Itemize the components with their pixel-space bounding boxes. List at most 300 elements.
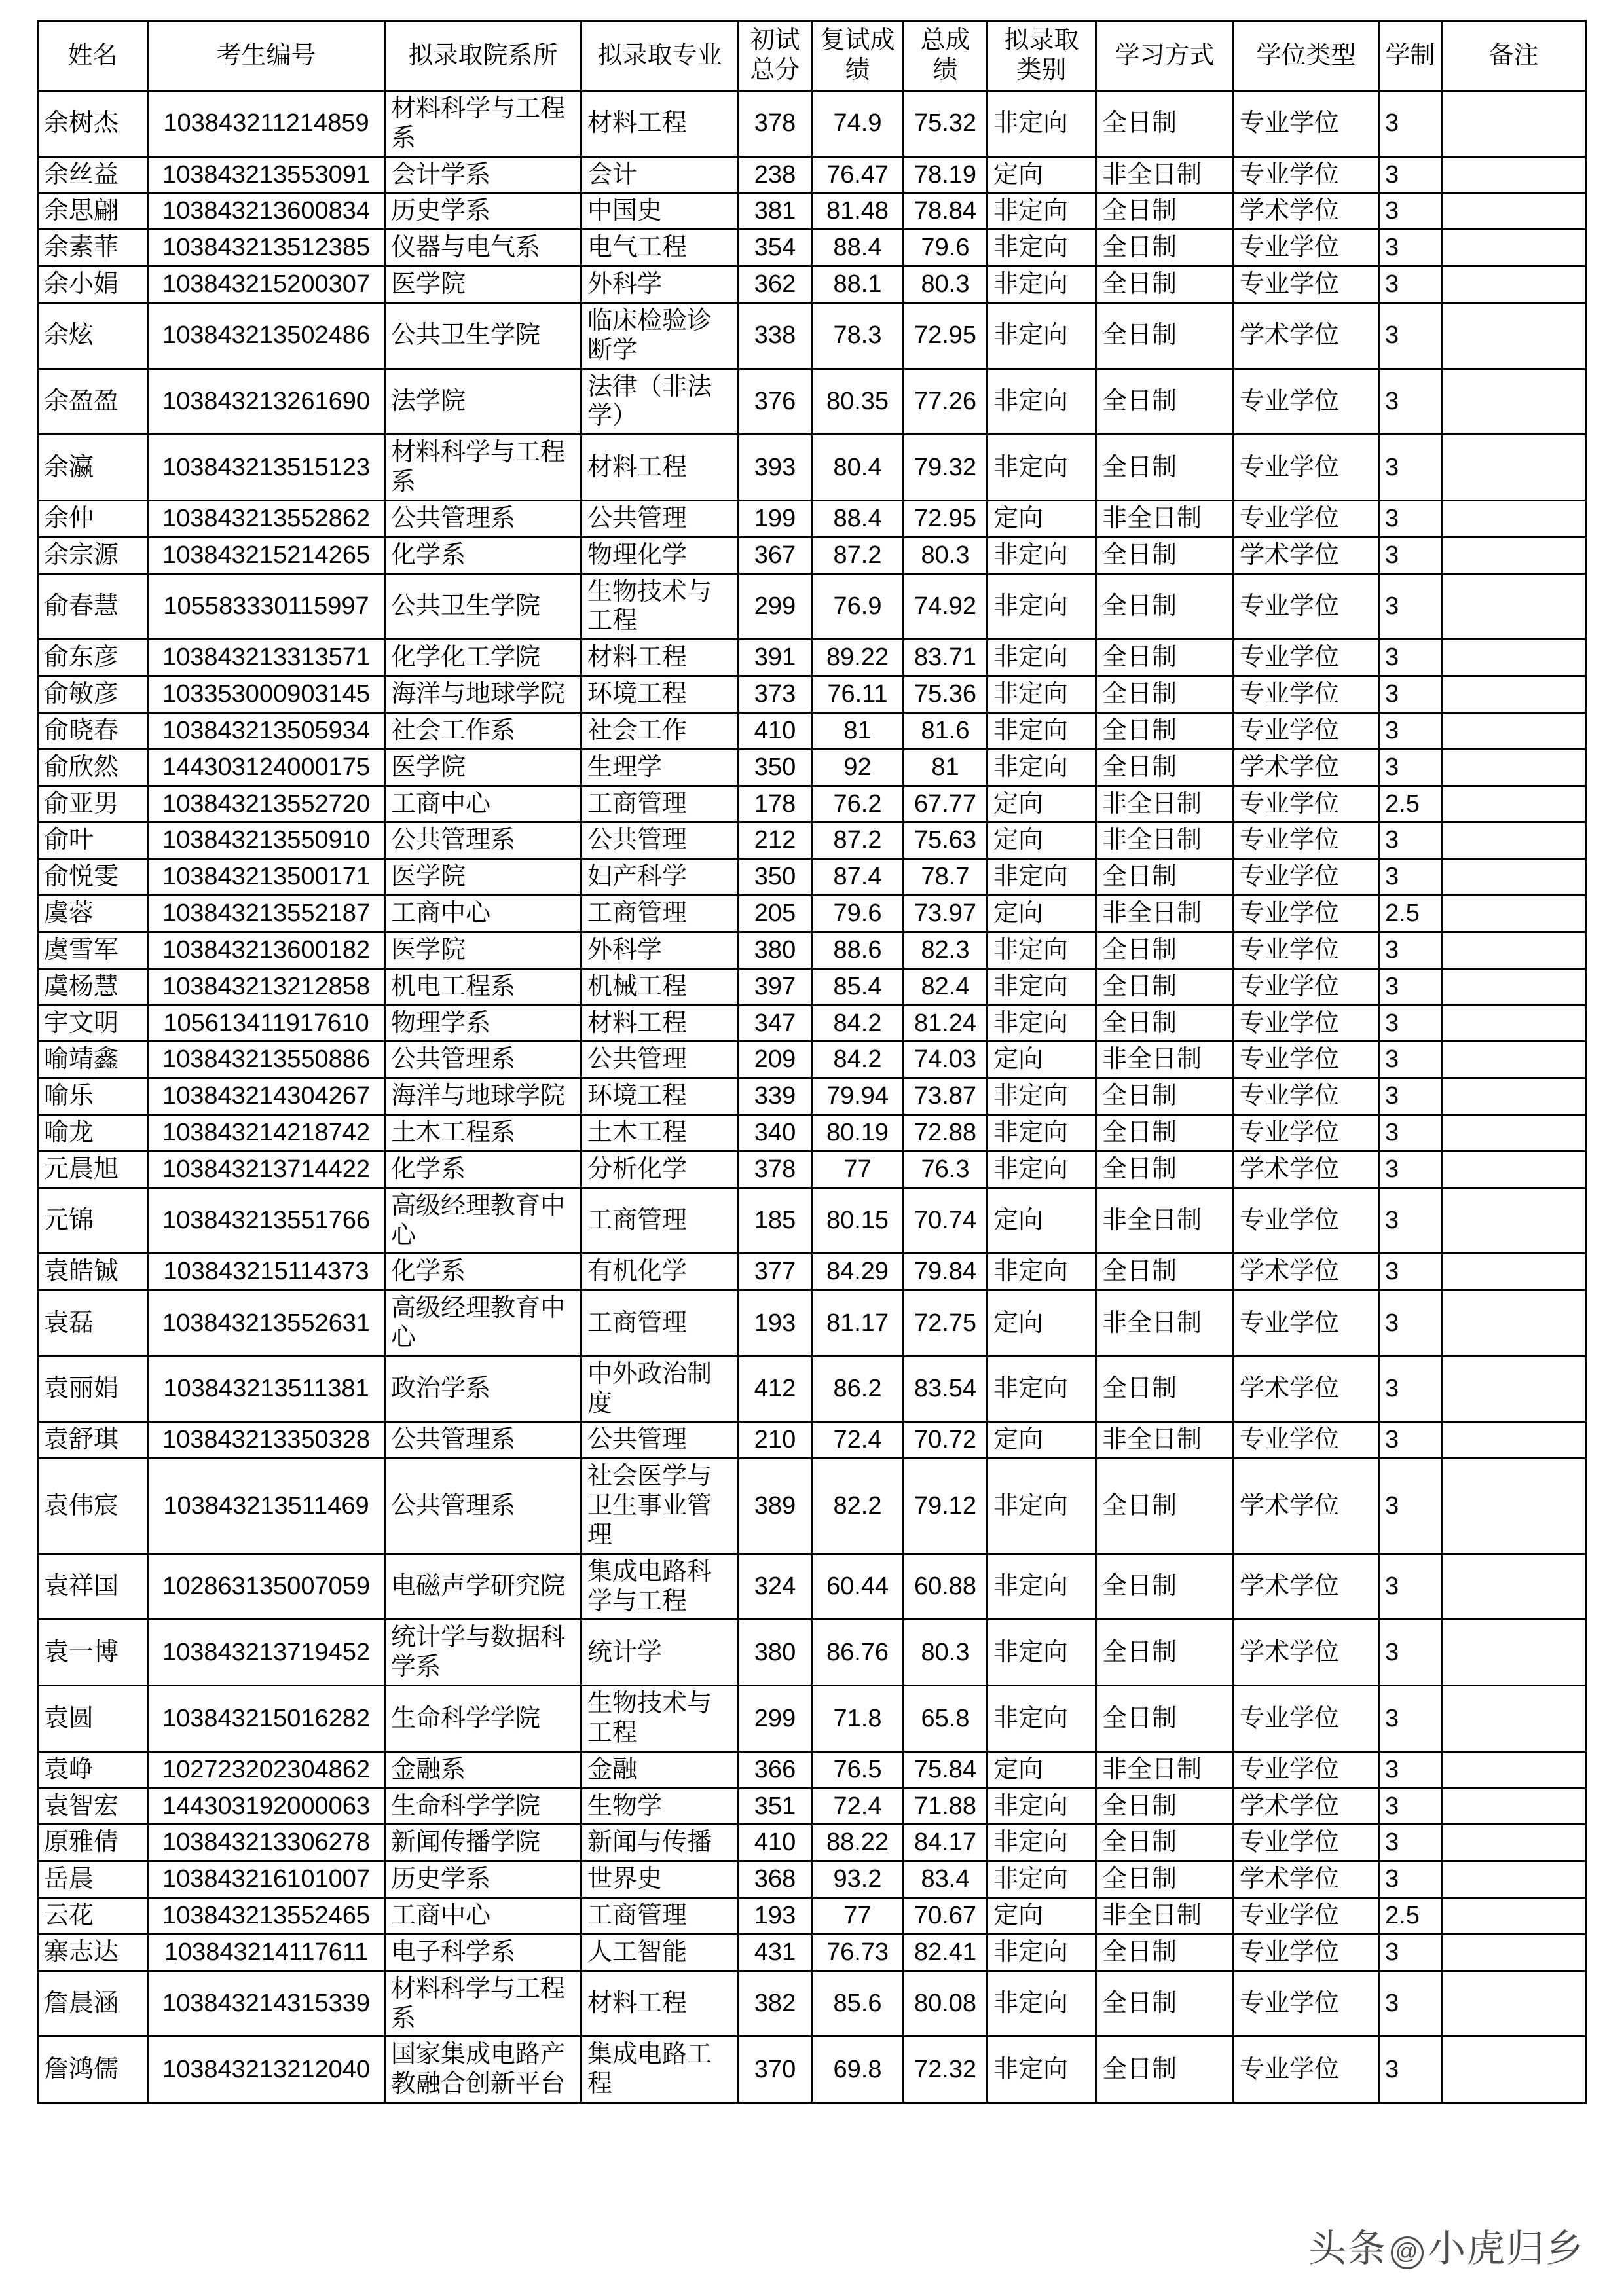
cell-score2: 79.94 xyxy=(812,1078,904,1115)
cell-score2: 80.35 xyxy=(812,369,904,435)
table-row xyxy=(38,1825,1586,1861)
column-header-degree: 学位类型 xyxy=(1234,21,1379,91)
cell-dept: 公共卫生学院 xyxy=(385,302,581,369)
cell-score3: 81.24 xyxy=(904,1005,987,1042)
cell-name: 余树杰 xyxy=(38,91,148,157)
cell-degree: 专业学位 xyxy=(1234,822,1379,859)
cell-degree: 学术学位 xyxy=(1234,1788,1379,1825)
cell-score3: 84.17 xyxy=(904,1825,987,1861)
cell-mode: 全日制 xyxy=(1096,1254,1234,1290)
cell-id: 103843213719452 xyxy=(148,1620,385,1686)
cell-remark xyxy=(1442,266,1586,303)
cell-degree: 专业学位 xyxy=(1234,1422,1379,1459)
cell-degree: 专业学位 xyxy=(1234,896,1379,932)
cell-major: 工商管理 xyxy=(581,1188,739,1254)
cell-cat: 非定向 xyxy=(987,968,1096,1005)
cell-id: 103843213212040 xyxy=(148,2037,385,2103)
cell-id: 103843213306278 xyxy=(148,1825,385,1861)
column-header-score2: 复试成绩 xyxy=(812,21,904,91)
cell-dept: 历史学系 xyxy=(385,1861,581,1898)
table-row xyxy=(38,859,1586,896)
cell-cat: 定向 xyxy=(987,1042,1096,1078)
cell-mode: 非全日制 xyxy=(1096,1751,1234,1788)
cell-dept: 材料科学与工程系 xyxy=(385,91,581,157)
cell-id: 103843211214859 xyxy=(148,91,385,157)
table-row xyxy=(38,500,1586,537)
cell-mode: 全日制 xyxy=(1096,859,1234,896)
cell-remark xyxy=(1442,1825,1586,1861)
cell-remark xyxy=(1442,2037,1586,2103)
cell-score2: 72.4 xyxy=(812,1788,904,1825)
cell-dept: 金融系 xyxy=(385,1751,581,1788)
cell-years: 3 xyxy=(1379,1078,1442,1115)
cell-mode: 全日制 xyxy=(1096,1554,1234,1620)
cell-score1: 354 xyxy=(739,230,812,266)
cell-mode: 非全日制 xyxy=(1096,1042,1234,1078)
table-row xyxy=(38,896,1586,932)
cell-id: 103843213502486 xyxy=(148,302,385,369)
cell-mode: 全日制 xyxy=(1096,369,1234,435)
cell-mode: 全日制 xyxy=(1096,435,1234,501)
cell-remark xyxy=(1442,1861,1586,1898)
table-row xyxy=(38,302,1586,369)
cell-remark xyxy=(1442,676,1586,713)
cell-major: 新闻与传播 xyxy=(581,1825,739,1861)
cell-years: 3 xyxy=(1379,1254,1442,1290)
cell-dept: 公共卫生学院 xyxy=(385,574,581,640)
cell-score1: 410 xyxy=(739,712,812,749)
cell-score2: 76.5 xyxy=(812,1751,904,1788)
cell-name: 袁皓铖 xyxy=(38,1254,148,1290)
cell-cat: 非定向 xyxy=(987,859,1096,896)
cell-score3: 77.26 xyxy=(904,369,987,435)
cell-degree: 学术学位 xyxy=(1234,749,1379,786)
cell-id: 103843213512385 xyxy=(148,230,385,266)
cell-score3: 79.6 xyxy=(904,230,987,266)
cell-score3: 72.95 xyxy=(904,500,987,537)
cell-remark xyxy=(1442,537,1586,574)
cell-dept: 生命科学学院 xyxy=(385,1788,581,1825)
cell-score2: 76.11 xyxy=(812,676,904,713)
cell-degree: 专业学位 xyxy=(1234,156,1379,193)
cell-remark xyxy=(1442,574,1586,640)
cell-id: 103843213515123 xyxy=(148,435,385,501)
cell-id: 103843215016282 xyxy=(148,1686,385,1752)
cell-score1: 193 xyxy=(739,1290,812,1357)
cell-name: 俞叶 xyxy=(38,822,148,859)
cell-dept: 统计学与数据科学系 xyxy=(385,1620,581,1686)
cell-cat: 非定向 xyxy=(987,1151,1096,1188)
cell-dept: 化学系 xyxy=(385,1254,581,1290)
cell-score1: 238 xyxy=(739,156,812,193)
cell-id: 144303124000175 xyxy=(148,749,385,786)
cell-score2: 88.4 xyxy=(812,230,904,266)
cell-major: 公共管理 xyxy=(581,1422,739,1459)
cell-remark xyxy=(1442,1005,1586,1042)
cell-name: 俞东彦 xyxy=(38,640,148,676)
cell-dept: 公共管理系 xyxy=(385,1042,581,1078)
cell-name: 俞春慧 xyxy=(38,574,148,640)
cell-degree: 专业学位 xyxy=(1234,500,1379,537)
cell-mode: 非全日制 xyxy=(1096,1422,1234,1459)
cell-remark xyxy=(1442,1898,1586,1935)
cell-degree: 学术学位 xyxy=(1234,302,1379,369)
cell-score3: 72.32 xyxy=(904,2037,987,2103)
cell-score2: 93.2 xyxy=(812,1861,904,1898)
cell-id: 103843213552465 xyxy=(148,1898,385,1935)
cell-dept: 生命科学学院 xyxy=(385,1686,581,1752)
cell-name: 元晨旭 xyxy=(38,1151,148,1188)
cell-score3: 79.12 xyxy=(904,1459,987,1554)
cell-dept: 海洋与地球学院 xyxy=(385,1078,581,1115)
cell-years: 3 xyxy=(1379,156,1442,193)
cell-score2: 69.8 xyxy=(812,2037,904,2103)
cell-years: 3 xyxy=(1379,749,1442,786)
cell-remark xyxy=(1442,1078,1586,1115)
cell-score3: 79.84 xyxy=(904,1254,987,1290)
cell-cat: 非定向 xyxy=(987,1254,1096,1290)
cell-score2: 84.2 xyxy=(812,1005,904,1042)
table-row xyxy=(38,574,1586,640)
cell-score3: 82.41 xyxy=(904,1934,987,1971)
cell-score2: 77 xyxy=(812,1151,904,1188)
cell-mode: 全日制 xyxy=(1096,1620,1234,1686)
cell-score3: 83.4 xyxy=(904,1861,987,1898)
cell-score3: 72.75 xyxy=(904,1290,987,1357)
cell-score1: 205 xyxy=(739,896,812,932)
cell-score1: 378 xyxy=(739,1151,812,1188)
cell-years: 3 xyxy=(1379,640,1442,676)
cell-score2: 79.6 xyxy=(812,896,904,932)
cell-major: 材料工程 xyxy=(581,1005,739,1042)
cell-major: 机械工程 xyxy=(581,968,739,1005)
cell-score2: 87.2 xyxy=(812,822,904,859)
cell-score2: 81.17 xyxy=(812,1290,904,1357)
cell-cat: 定向 xyxy=(987,1290,1096,1357)
cell-mode: 非全日制 xyxy=(1096,1898,1234,1935)
cell-years: 3 xyxy=(1379,1620,1442,1686)
cell-name: 俞悦雯 xyxy=(38,859,148,896)
table-row xyxy=(38,1861,1586,1898)
cell-id: 103843213553091 xyxy=(148,156,385,193)
cell-degree: 专业学位 xyxy=(1234,712,1379,749)
cell-id: 103843213212858 xyxy=(148,968,385,1005)
cell-score2: 87.2 xyxy=(812,537,904,574)
watermark-prefix: 头条 xyxy=(1308,2227,1387,2270)
cell-score1: 376 xyxy=(739,369,812,435)
cell-remark xyxy=(1442,1115,1586,1152)
table-row xyxy=(38,1788,1586,1825)
cell-score1: 339 xyxy=(739,1078,812,1115)
cell-dept: 高级经理教育中心 xyxy=(385,1188,581,1254)
cell-years: 2.5 xyxy=(1379,896,1442,932)
cell-name: 袁智宏 xyxy=(38,1788,148,1825)
cell-years: 3 xyxy=(1379,91,1442,157)
table-row xyxy=(38,1290,1586,1357)
cell-remark xyxy=(1442,302,1586,369)
cell-cat: 非定向 xyxy=(987,676,1096,713)
cell-degree: 学术学位 xyxy=(1234,1356,1379,1422)
cell-score2: 89.22 xyxy=(812,640,904,676)
cell-score2: 76.73 xyxy=(812,1934,904,1971)
cell-score3: 80.3 xyxy=(904,1620,987,1686)
cell-cat: 非定向 xyxy=(987,749,1096,786)
cell-mode: 全日制 xyxy=(1096,1686,1234,1752)
cell-cat: 非定向 xyxy=(987,1459,1096,1554)
cell-id: 103843213500171 xyxy=(148,859,385,896)
cell-mode: 全日制 xyxy=(1096,193,1234,230)
cell-score3: 76.3 xyxy=(904,1151,987,1188)
cell-id: 103843213550886 xyxy=(148,1042,385,1078)
cell-mode: 全日制 xyxy=(1096,676,1234,713)
cell-score1: 199 xyxy=(739,500,812,537)
cell-id: 103843213600834 xyxy=(148,193,385,230)
cell-name: 岳晨 xyxy=(38,1861,148,1898)
cell-mode: 全日制 xyxy=(1096,574,1234,640)
admission-list-sheet xyxy=(37,20,1585,2104)
cell-mode: 全日制 xyxy=(1096,91,1234,157)
cell-id: 103843214315339 xyxy=(148,1971,385,2037)
table-row xyxy=(38,712,1586,749)
cell-name: 詹鸿儒 xyxy=(38,2037,148,2103)
cell-degree: 学术学位 xyxy=(1234,537,1379,574)
table-row xyxy=(38,1042,1586,1078)
table-row xyxy=(38,369,1586,435)
table-row xyxy=(38,1188,1586,1254)
cell-remark xyxy=(1442,435,1586,501)
cell-id: 103843213511381 xyxy=(148,1356,385,1422)
cell-cat: 非定向 xyxy=(987,932,1096,968)
cell-remark xyxy=(1442,1686,1586,1752)
cell-score2: 86.76 xyxy=(812,1620,904,1686)
cell-cat: 非定向 xyxy=(987,369,1096,435)
cell-name: 原雅倩 xyxy=(38,1825,148,1861)
cell-remark xyxy=(1442,749,1586,786)
cell-major: 中国史 xyxy=(581,193,739,230)
cell-score1: 431 xyxy=(739,1934,812,1971)
cell-major: 金融 xyxy=(581,1751,739,1788)
cell-cat: 定向 xyxy=(987,156,1096,193)
cell-score3: 81 xyxy=(904,749,987,786)
cell-name: 袁祥国 xyxy=(38,1554,148,1620)
cell-score1: 209 xyxy=(739,1042,812,1078)
cell-mode: 全日制 xyxy=(1096,1115,1234,1152)
cell-score1: 370 xyxy=(739,2037,812,2103)
cell-mode: 全日制 xyxy=(1096,1934,1234,1971)
cell-name: 喻龙 xyxy=(38,1115,148,1152)
cell-mode: 全日制 xyxy=(1096,1078,1234,1115)
cell-remark xyxy=(1442,1620,1586,1686)
cell-remark xyxy=(1442,822,1586,859)
cell-mode: 非全日制 xyxy=(1096,500,1234,537)
column-header-score1: 初试总分 xyxy=(739,21,812,91)
cell-score1: 368 xyxy=(739,1861,812,1898)
cell-cat: 非定向 xyxy=(987,1078,1096,1115)
cell-score3: 74.03 xyxy=(904,1042,987,1078)
cell-remark xyxy=(1442,859,1586,896)
table-row xyxy=(38,640,1586,676)
cell-id: 103843214218742 xyxy=(148,1115,385,1152)
table-row xyxy=(38,193,1586,230)
cell-major: 会计 xyxy=(581,156,739,193)
cell-score2: 81.48 xyxy=(812,193,904,230)
cell-name: 余瀛 xyxy=(38,435,148,501)
cell-remark xyxy=(1442,932,1586,968)
cell-cat: 非定向 xyxy=(987,266,1096,303)
table-row xyxy=(38,1459,1586,1554)
cell-score3: 79.32 xyxy=(904,435,987,501)
cell-mode: 非全日制 xyxy=(1096,156,1234,193)
table-row xyxy=(38,1078,1586,1115)
cell-id: 103843213600182 xyxy=(148,932,385,968)
cell-dept: 化学系 xyxy=(385,1151,581,1188)
cell-cat: 非定向 xyxy=(987,537,1096,574)
cell-score2: 88.1 xyxy=(812,266,904,303)
cell-score3: 72.95 xyxy=(904,302,987,369)
column-header-score3: 总成绩 xyxy=(904,21,987,91)
cell-score3: 78.84 xyxy=(904,193,987,230)
cell-id: 103843213551766 xyxy=(148,1188,385,1254)
cell-score3: 80.3 xyxy=(904,266,987,303)
cell-score2: 82.2 xyxy=(812,1459,904,1554)
cell-id: 103843213350328 xyxy=(148,1422,385,1459)
cell-cat: 定向 xyxy=(987,1188,1096,1254)
cell-years: 3 xyxy=(1379,1459,1442,1554)
cell-name: 袁丽娟 xyxy=(38,1356,148,1422)
cell-name: 余盈盈 xyxy=(38,369,148,435)
cell-dept: 工商中心 xyxy=(385,786,581,822)
cell-score1: 367 xyxy=(739,537,812,574)
cell-cat: 非定向 xyxy=(987,640,1096,676)
cell-id: 103843213550910 xyxy=(148,822,385,859)
cell-degree: 专业学位 xyxy=(1234,1290,1379,1357)
cell-years: 3 xyxy=(1379,968,1442,1005)
cell-mode: 全日制 xyxy=(1096,1151,1234,1188)
cell-years: 3 xyxy=(1379,1356,1442,1422)
table-header xyxy=(38,21,1586,91)
cell-major: 有机化学 xyxy=(581,1254,739,1290)
cell-degree: 学术学位 xyxy=(1234,1861,1379,1898)
cell-major: 工商管理 xyxy=(581,1290,739,1357)
cell-score1: 347 xyxy=(739,1005,812,1042)
cell-mode: 全日制 xyxy=(1096,1825,1234,1861)
cell-degree: 专业学位 xyxy=(1234,1078,1379,1115)
cell-score2: 78.3 xyxy=(812,302,904,369)
cell-years: 3 xyxy=(1379,932,1442,968)
cell-name: 宇文明 xyxy=(38,1005,148,1042)
cell-score3: 75.63 xyxy=(904,822,987,859)
table-row xyxy=(38,822,1586,859)
cell-degree: 专业学位 xyxy=(1234,968,1379,1005)
cell-mode: 全日制 xyxy=(1096,302,1234,369)
cell-mode: 全日制 xyxy=(1096,1788,1234,1825)
cell-major: 环境工程 xyxy=(581,676,739,713)
cell-score3: 80.3 xyxy=(904,537,987,574)
cell-major: 生物学 xyxy=(581,1788,739,1825)
cell-major: 妇产科学 xyxy=(581,859,739,896)
watermark-at-icon: @ xyxy=(1391,2236,1424,2269)
cell-major: 法律（非法学） xyxy=(581,369,739,435)
column-header-years: 学制 xyxy=(1379,21,1442,91)
cell-remark xyxy=(1442,230,1586,266)
cell-name: 喻乐 xyxy=(38,1078,148,1115)
cell-score1: 366 xyxy=(739,1751,812,1788)
cell-major: 公共管理 xyxy=(581,1042,739,1078)
cell-cat: 非定向 xyxy=(987,193,1096,230)
cell-score1: 210 xyxy=(739,1422,812,1459)
cell-score3: 82.3 xyxy=(904,932,987,968)
cell-id: 102723202304862 xyxy=(148,1751,385,1788)
cell-remark xyxy=(1442,1934,1586,1971)
cell-mode: 全日制 xyxy=(1096,712,1234,749)
table-row xyxy=(38,749,1586,786)
column-header-dept: 拟录取院系所 xyxy=(385,21,581,91)
cell-dept: 法学院 xyxy=(385,369,581,435)
cell-score2: 85.6 xyxy=(812,1971,904,2037)
cell-score1: 381 xyxy=(739,193,812,230)
cell-id: 103843213552720 xyxy=(148,786,385,822)
column-header-mode: 学习方式 xyxy=(1096,21,1234,91)
cell-degree: 学术学位 xyxy=(1234,1620,1379,1686)
cell-score2: 88.6 xyxy=(812,932,904,968)
cell-score2: 92 xyxy=(812,749,904,786)
table-row xyxy=(38,1971,1586,2037)
cell-years: 3 xyxy=(1379,1554,1442,1620)
cell-score1: 340 xyxy=(739,1115,812,1152)
cell-name: 袁峥 xyxy=(38,1751,148,1788)
cell-score3: 73.97 xyxy=(904,896,987,932)
cell-name: 虞杨慧 xyxy=(38,968,148,1005)
cell-degree: 专业学位 xyxy=(1234,1005,1379,1042)
column-header-major: 拟录取专业 xyxy=(581,21,739,91)
cell-degree: 专业学位 xyxy=(1234,932,1379,968)
cell-name: 云花 xyxy=(38,1898,148,1935)
cell-years: 3 xyxy=(1379,193,1442,230)
cell-cat: 非定向 xyxy=(987,435,1096,501)
cell-name: 余炫 xyxy=(38,302,148,369)
cell-score2: 76.2 xyxy=(812,786,904,822)
cell-score1: 212 xyxy=(739,822,812,859)
cell-score2: 88.4 xyxy=(812,500,904,537)
cell-cat: 定向 xyxy=(987,822,1096,859)
cell-dept: 海洋与地球学院 xyxy=(385,676,581,713)
cell-mode: 非全日制 xyxy=(1096,822,1234,859)
admission-table xyxy=(37,20,1587,2104)
table-row xyxy=(38,230,1586,266)
cell-years: 3 xyxy=(1379,230,1442,266)
cell-major: 环境工程 xyxy=(581,1078,739,1115)
cell-years: 3 xyxy=(1379,1825,1442,1861)
table-row xyxy=(38,2037,1586,2103)
cell-dept: 公共管理系 xyxy=(385,1422,581,1459)
cell-score2: 84.2 xyxy=(812,1042,904,1078)
cell-years: 2.5 xyxy=(1379,786,1442,822)
cell-score3: 78.19 xyxy=(904,156,987,193)
cell-major: 集成电路科学与工程 xyxy=(581,1554,739,1620)
cell-remark xyxy=(1442,1459,1586,1554)
cell-dept: 公共管理系 xyxy=(385,500,581,537)
cell-major: 临床检验诊断学 xyxy=(581,302,739,369)
cell-degree: 专业学位 xyxy=(1234,435,1379,501)
cell-score1: 299 xyxy=(739,574,812,640)
cell-remark xyxy=(1442,193,1586,230)
cell-major: 世界史 xyxy=(581,1861,739,1898)
cell-years: 3 xyxy=(1379,266,1442,303)
cell-years: 3 xyxy=(1379,435,1442,501)
cell-score1: 350 xyxy=(739,749,812,786)
cell-score1: 393 xyxy=(739,435,812,501)
cell-score1: 193 xyxy=(739,1898,812,1935)
